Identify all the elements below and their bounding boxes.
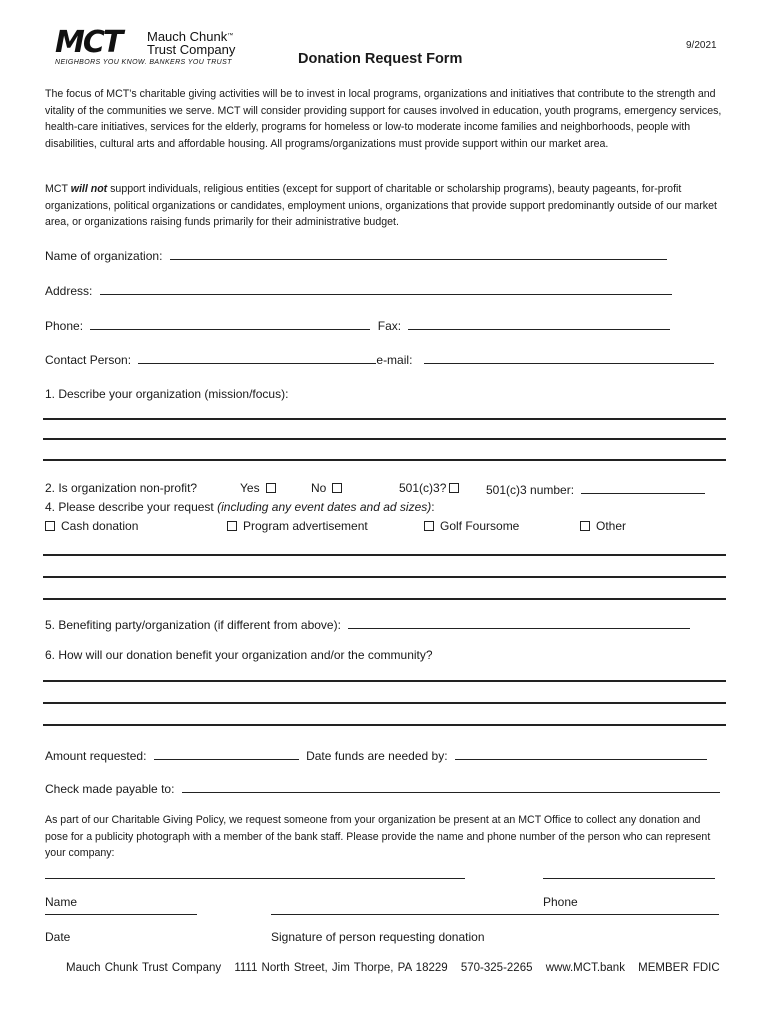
golf-foursome-label: Golf Foursome — [440, 519, 520, 533]
check-payable-label: Check made payable to: — [45, 782, 175, 796]
form-revision-date: 9/2021 — [686, 40, 717, 51]
question-1-label: 1. Describe your organization (mission/focus): — [45, 387, 289, 401]
501c3-number-field[interactable] — [581, 481, 705, 494]
nonprofit-no-checkbox[interactable] — [332, 483, 342, 493]
logo-name-line1-text: Mauch Chunk — [147, 29, 228, 44]
question-2-label: 2. Is organization non-profit? — [45, 481, 198, 495]
representative-name-field[interactable] — [45, 878, 465, 879]
footer-address: 1111 North Street, Jim Thorpe, PA 18229 — [234, 962, 448, 974]
request-option-golf[interactable] — [424, 519, 519, 533]
contact-email-row — [45, 351, 714, 367]
footer — [66, 962, 729, 974]
mct-logo-mark: MCT — [55, 25, 122, 60]
request-option-other[interactable] — [580, 519, 626, 533]
contact-person-label: Contact Person: — [45, 353, 132, 367]
organization-name-label: Name of organization: — [45, 249, 163, 263]
501c3-label: 501(c)3? — [399, 481, 447, 495]
question-6-answer-line-1[interactable] — [43, 680, 726, 682]
request-option-cash[interactable] — [45, 519, 138, 533]
phone-label-signature: Phone — [543, 895, 578, 909]
question-1-answer-line-2[interactable] — [43, 438, 726, 440]
question-6-answer-line-2[interactable] — [43, 702, 726, 704]
cash-donation-label: Cash donation — [61, 519, 139, 533]
other-checkbox[interactable] — [580, 521, 590, 531]
check-payable-field[interactable] — [182, 780, 720, 793]
question-1-answer-line-1[interactable] — [43, 418, 726, 420]
question-4-answer-line-2[interactable] — [43, 576, 726, 578]
representative-phone-field[interactable] — [543, 878, 715, 879]
name-label: Name — [45, 895, 78, 909]
amount-requested-label: Amount requested: — [45, 749, 147, 763]
501c3-option[interactable] — [399, 481, 462, 495]
golf-foursome-checkbox[interactable] — [424, 521, 434, 531]
footer-company: Mauch Chunk Trust Company — [66, 962, 222, 974]
question-4-hint: (including any event dates and ad sizes) — [217, 500, 432, 514]
question-5-label: 5. Benefiting party/organization (if different from above): — [45, 618, 341, 632]
question-5-row — [45, 616, 690, 632]
benefiting-party-field[interactable] — [348, 616, 690, 629]
address-row — [45, 282, 672, 298]
amount-date-row — [45, 747, 707, 763]
date-field[interactable] — [45, 914, 197, 915]
exclusions-text: support individuals, religious entities (except for support of charitable or scholarship programs), beauty pageants, for-profit organizations, political organizations or candidates, employment unions, organizations that provide support predominantly outside of our market area, or organizations raising funds primarily for their administrative budget. — [45, 183, 717, 228]
logo-name-line2: Trust Company — [147, 42, 236, 57]
address-field[interactable] — [100, 282, 672, 295]
signature-label: Signature of person requesting donation — [271, 930, 485, 944]
contact-person-field[interactable] — [138, 351, 376, 364]
question-6-label: 6. How will our donation benefit your organization and/or the community? — [45, 648, 433, 662]
question-6-answer-line-3[interactable] — [43, 724, 726, 726]
question-1-answer-line-3[interactable] — [43, 459, 726, 461]
nonprofit-no-label: No — [311, 481, 327, 495]
501c3-number-label: 501(c)3 number: — [486, 483, 575, 497]
exclusions-prefix: MCT — [45, 183, 71, 195]
nonprofit-yes-checkbox[interactable] — [266, 483, 276, 493]
question-4-label — [45, 500, 435, 514]
footer-website[interactable]: www.MCT.bank — [545, 962, 625, 974]
logo-company-name — [147, 30, 235, 56]
phone-label: Phone: — [45, 319, 84, 333]
footer-phone: 570-325-2265 — [460, 962, 533, 974]
501c3-number-row — [486, 481, 705, 497]
cash-donation-checkbox[interactable] — [45, 521, 55, 531]
trademark-symbol: ™ — [227, 33, 234, 39]
organization-name-row — [45, 247, 667, 263]
fax-label: Fax: — [377, 319, 402, 333]
page-title: Donation Request Form — [298, 51, 463, 67]
organization-name-field[interactable] — [170, 247, 667, 260]
question-4-answer-line-1[interactable] — [43, 554, 726, 556]
email-label: e-mail: — [376, 353, 413, 367]
501c3-checkbox[interactable] — [449, 483, 459, 493]
policy-paragraph: As part of our Charitable Giving Policy, we request someone from your organization be present at an MCT Office to collect any donation and pose for a publicity photograph with a member of the bank staff. Please provide the name and phone number of the person who can represent your company: — [45, 814, 711, 859]
program-advertisement-checkbox[interactable] — [227, 521, 237, 531]
nonprofit-yes-label: Yes — [240, 481, 260, 495]
fax-field[interactable] — [408, 317, 670, 330]
other-label: Other — [596, 519, 627, 533]
amount-requested-field[interactable] — [154, 747, 299, 760]
question-4-text: 4. Please describe your request — [45, 500, 218, 514]
check-payable-row — [45, 780, 720, 796]
question-4-answer-line-3[interactable] — [43, 598, 726, 600]
nonprofit-yes-option[interactable] — [240, 481, 279, 495]
exclusions-emphasis: will not — [70, 183, 108, 195]
program-advertisement-label: Program advertisement — [243, 519, 368, 533]
date-funds-needed-field[interactable] — [455, 747, 707, 760]
address-label: Address: — [45, 284, 93, 298]
intro-paragraph-exclusions — [45, 181, 725, 231]
date-label: Date — [45, 930, 71, 944]
signature-field[interactable] — [271, 914, 719, 915]
intro-paragraph-focus: The focus of MCT’s charitable giving activities will be to invest in local programs, organizations and initiatives that contribute to the strength and vitality of the communities we serve. MCT will consider providing support for causes involved in education, youth programs, emergency services, health-care initiatives, services for the elderly, programs for homeless or low-to moderate income families and neighborhoods, people with disabilities, cultural arts and affordable housing. All programs/organizations must provide support within our market area. — [45, 88, 722, 150]
phone-field[interactable] — [90, 317, 370, 330]
footer-member-fdic: MEMBER FDIC — [638, 962, 720, 974]
phone-fax-row — [45, 317, 670, 333]
nonprofit-no-option[interactable] — [311, 481, 345, 495]
request-option-advertisement[interactable] — [227, 519, 368, 533]
date-funds-needed-label: Date funds are needed by: — [306, 749, 448, 763]
logo-tagline: NEIGHBORS YOU KNOW. BANKERS YOU TRUST — [55, 59, 232, 66]
email-field[interactable] — [424, 351, 714, 364]
question-4-colon: : — [431, 500, 435, 514]
